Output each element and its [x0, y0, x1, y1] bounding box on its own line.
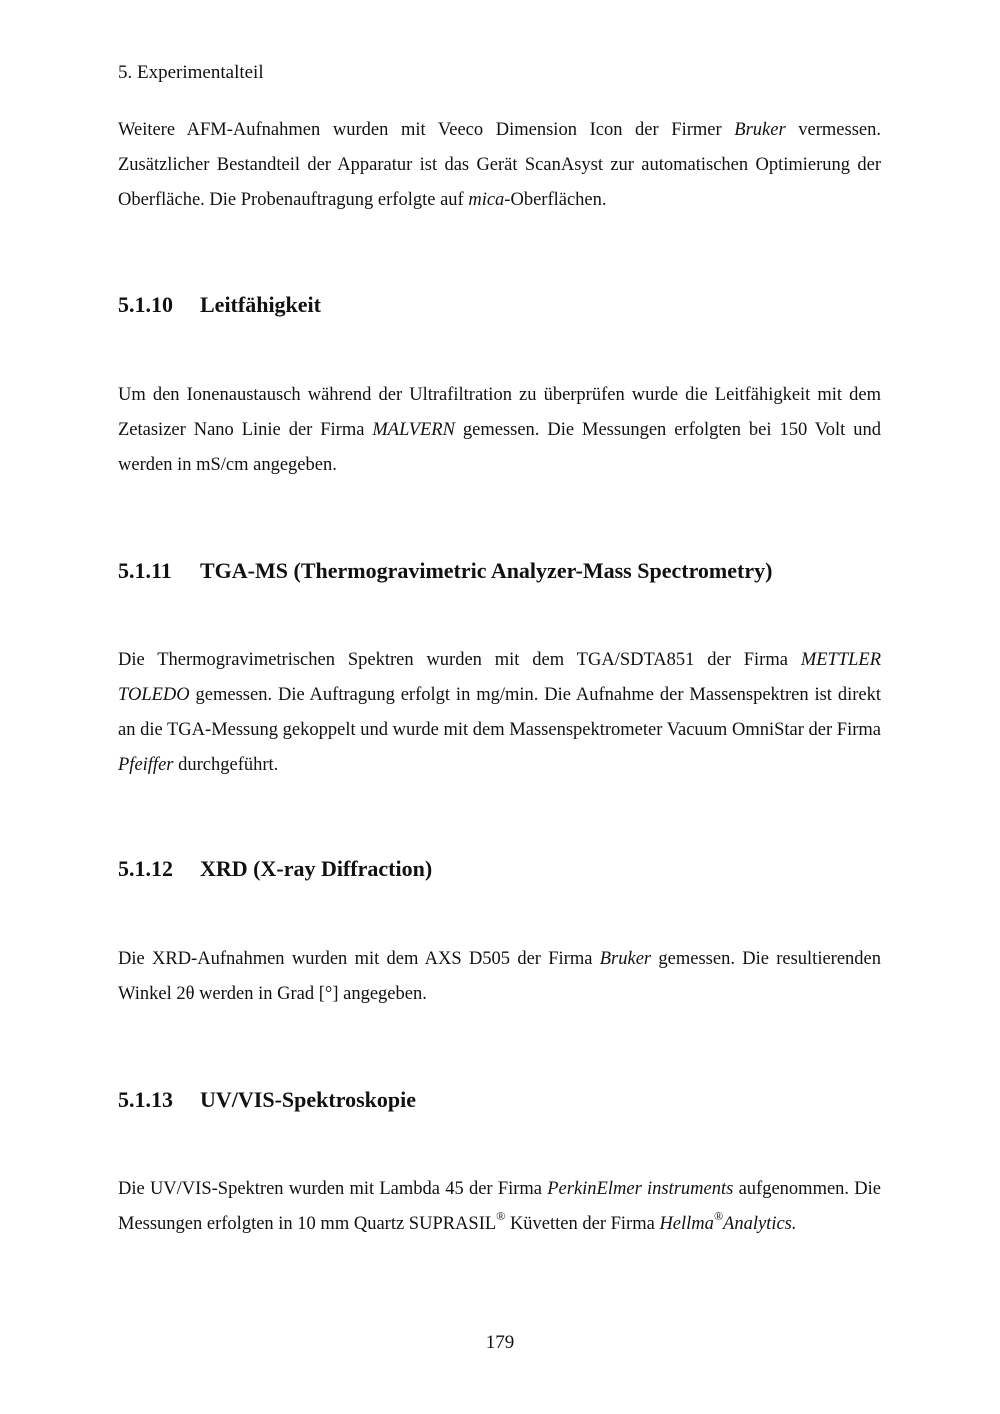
company-pfeiffer: Pfeiffer	[118, 755, 174, 775]
heading-5-1-12	[118, 854, 432, 884]
company-bruker: Bruker	[734, 120, 786, 140]
company-bruker: Bruker	[599, 949, 652, 969]
section-number: 5.1.12	[118, 856, 173, 881]
section-title: XRD (X-ray Diffraction)	[200, 856, 433, 881]
company-mettler-toledo: METTLER TOLEDO	[118, 650, 881, 705]
paragraph-5-1-12: Die XRD-Aufnahmen wurden mit dem AXS D505 der Firma Bruker gemessen. Die resultierenden Winkel 2θ werden in Grad [°] angegeben.	[118, 949, 882, 1004]
section-number: 5.1.13	[118, 1087, 173, 1112]
registered-mark: ®	[713, 1208, 724, 1223]
company-hellma: Hellma®Analytics.	[659, 1208, 797, 1234]
company-malvern: MALVERN	[372, 420, 455, 440]
company-perkinelmer: PerkinElmer instruments	[547, 1179, 734, 1199]
paragraph-5-1-11: Die Thermogravimetrischen Spektren wurden mit dem TGA/SDTA851 der Firma METTLER TOLEDO gemessen. Die Auftragung erfolgt in mg/min. Die Aufnahme der Massenspektren ist direkt an die TGA-Messung gekoppelt und wurde mit dem Massenspektrometer Vacuum OmniStar der Firma Pfeiffer durchgeführt.	[118, 650, 881, 775]
intro-paragraph: Weitere AFM-Aufnahmen wurden mit Veeco Dimension Icon der Firmer Bruker vermessen. Zusätzlicher Bestandteil der Apparatur ist das Gerät ScanAsyst zur automatischen Optimierung der Oberfläche. Die Probenauftragung erfolgte auf mica-Oberflächen.	[118, 120, 882, 210]
section-number: 5.1.10	[118, 292, 173, 317]
section-title: Leitfähigkeit	[200, 292, 321, 317]
registered-mark: ®	[496, 1208, 506, 1223]
paragraph-5-1-10: Um den Ionenaustausch während der Ultrafiltration zu überprüfen wurde die Leitfähigkeit mit dem Zetasizer Nano Linie der Firma MALVERN gemessen. Die Messungen erfolgten bei 150 Volt und werden in mS/cm angegeben.	[118, 385, 881, 475]
section-title: TGA-MS (Thermogravimetric Analyzer-Mass Spectrometry)	[200, 558, 773, 583]
paragraph-5-1-13: Die UV/VIS-Spektren wurden mit Lambda 45 der Firma PerkinElmer instruments aufgenommen. Die Messungen erfolgten in 10 mm Quartz SUPRASIL® Küvetten der Firma Hellma®Analytics.	[118, 1179, 881, 1234]
running-header: 5. Experimentalteil	[118, 62, 264, 83]
heading-5-1-10	[118, 290, 321, 320]
section-number: 5.1.11	[118, 558, 172, 583]
section-title: UV/VIS-Spektroskopie	[200, 1087, 416, 1112]
page-number: 179	[485, 1332, 515, 1353]
mica-term: mica	[468, 190, 505, 210]
heading-5-1-13	[118, 1085, 416, 1115]
heading-5-1-11	[118, 556, 772, 586]
